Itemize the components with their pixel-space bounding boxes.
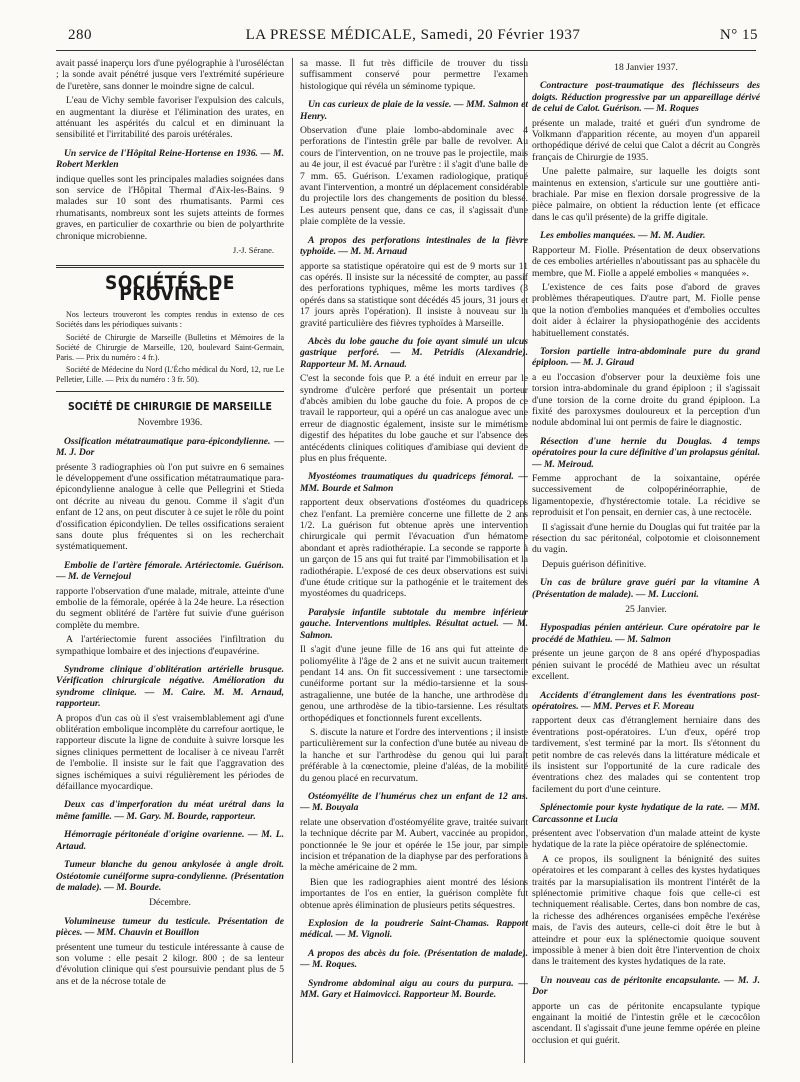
author-signature: J.-J. Sérane. (232, 245, 274, 256)
paragraph: indique quelles sont les principales maladies soignées dans son service de l'Hôpital Thermal d'Aix-les-Bains. 9 malades sur 10 sont des rhumatisants. Parmi ces rhumatisants, nombreux sont les sujets atteints de formes graves, en particulier de coxarthrie ou bien de polyarthrite chronique microbienne. (56, 173, 284, 242)
session-date: 25 Janvier. (625, 604, 667, 616)
notice: Nos lecteurs trouveront les comptes rendus in extenso de ces Sociétés dans les périodiques suivants : (56, 310, 284, 330)
paragraph: Bien que les radiographies aient montré des lésions importantes de l'os en entier, la guérison complète fut obtenue après élimination de plusieurs petits séquestres. (300, 876, 528, 911)
paragraph: relate une observation d'ostéomyélite grave, traitée suivant la technique décrite par M. Aubert, vaccinée au propidon, ponctionnée le 9e jour et opérée le 15e jour, par simple incision et trépanation de la diaphyse par des perforations à la mèche américaine de 2 mm. (300, 816, 528, 874)
article-heading: Accidents d'étranglement dans les éventrations post-opératoires. — MM. Perves et F. Moreau (532, 689, 760, 712)
article-heading: Résection d'une hernie du Douglas. 4 temps opératoires pour la cure définitive d'un prolapsus génital. — M. Meiroud. (532, 435, 760, 470)
issue-number: N° 15 (719, 27, 758, 43)
paragraph: L'existence de ces faits pose d'abord de graves problèmes thérapeutiques. D'autre part, M. Fiolle pense que la notion d'embolies manquées et d'embolies occultes doit aider à éclairer la physiopathogénie des accidents habituellement constatés. (532, 281, 760, 339)
paragraph: Depuis guérison définitive. (542, 558, 647, 570)
article-heading: Hypospadias pénien antérieur. Cure opératoire par le procédé de Mathieu. — M. Salmon (532, 622, 760, 645)
paragraph: rapporte l'observation d'une malade, mitrale, atteinte d'une embolie de la fémorale, opérée à la 24e heure. La résection du segment oblitéré de l'artère fut suivie d'une guérison complète du membre. (56, 585, 284, 631)
column-rule (292, 58, 293, 1063)
article-heading: Ostéomyélite de l'humérus chez un enfant de 12 ans. — M. Bouyala (300, 790, 528, 814)
article-heading: Volumineuse tumeur du testicule. Présentation de pièces. — MM. Chauvin et Bouillon (56, 915, 284, 939)
paragraph: Il s'agissait d'une hernie du Douglas qui fut traitée par la résection du sac péritonéal, colpotomie et cloisonnement du vagin. (532, 521, 760, 556)
paragraph: Il s'agit d'une jeune fille de 16 ans qui fut atteinte de poliomyélite à l'âge de 2 ans et ne suivit aucun traitement pendant 14 ans. On fit successivement : une tarsectomie cunéiforme portant sur la médio-tarsienne et la sous-astragalienne, une butée de la hanche, une arthrodèse du genou, une arthrodèse de la tibio-tarsienne. Les résultats orthopédiques et fonctionnels furent excellents. (300, 644, 528, 724)
article-heading: Paralysie infantile subtotale du membre inférieur gauche. Interventions multiples. Résultat actuel. — M. Salmon. (300, 606, 528, 641)
column-1 (56, 58, 284, 1078)
section-title: SOCIÉTÉS DE PROVINCE (105, 271, 235, 305)
article-heading: Torsion partielle intra-abdominale pure du grand épiploon. — M. J. Giraud (532, 345, 760, 369)
page-number: 280 (68, 27, 92, 43)
article-heading: Contracture post-traumatique des fléchisseurs des doigts. Réduction progressive par un appareillage dérivé de celui de Calot. Guérison. — M. Roques (532, 80, 760, 115)
paragraph: rapportent deux cas d'étranglement herniaire dans des éventrations post-opératoires. L'un d'eux, opéré trop tardivement, s'est terminé par la mort. Ils s'étonnent du petit nombre de cas relevés dans la littérature médicale et ils insistent sur l'opportunité de la cure radicale des éventrations chez des malades qui se contentent trop facilement du port d'une ceinture. (532, 715, 760, 795)
paragraph: sa masse. Il fut très difficile de trouver du tissu suffisamment conservé pour permettre l'examen histologique qui révéla un séminome typique. (300, 58, 528, 92)
article-heading: Les embolies manquées. — M. M. Audier. (540, 230, 706, 242)
article-heading: Un service de l'Hôpital Reine-Hortense en 1936. — M. Robert Merklen (56, 147, 284, 171)
article-heading: Splénectomie pour kyste hydatique de la rate. — MM. Carcassonne et Lucia (532, 802, 760, 825)
paragraph: apporte sa statistique opératoire qui est de 9 morts sur 11 cas opérés. Il insiste sur la nécessité de compter, au passif des perforations typhiques, même les morts tardives (3 opérés dans sa statistique sont décédés 45 jours, 31 jours et 17 jours après l'opération). Il insiste à nouveau sur la gravité particulière des fièvres typhoïdes à Marseille. (300, 260, 528, 329)
page-header (68, 24, 758, 48)
divider (56, 391, 284, 392)
article-heading: Myostéomes traumatiques du quadriceps fémoral. — MM. Bourde et Salmon (300, 471, 528, 494)
article-heading: Embolie de l'artère fémorale. Artériectomie. Guérison. — M. de Vernejoul (56, 559, 284, 583)
paragraph: L'eau de Vichy semble favoriser l'expulsion des calculs, en augmentant la diurèse et l'élimination des urates, en atténuant les aspérités du calcul et en diminuant la sensibilité et l'irritabilité des parois urétérales. (56, 95, 284, 141)
paragraph: présentent une tumeur du testicule intéressante à cause de son volume : elle pesait 2 kilogr. 800 ; de sa lenteur d'évolution clinique qui s'est poursuivie pendant plus de 5 ans et de la nécrose totale de (56, 941, 284, 987)
paragraph: Observation d'une plaie lombo-abdominale avec 4 perforations de l'intestin grêle par balle de revolver. Au cours de l'intervention, on ne trouve pas le projectile, mais au 4e jour, il est évacué par l'urètre : il s'agit d'une balle de 7 mm. 65. Guérison. L'examen radiologique, pratiqué avant l'intervention, a montré un déplacement considérable du projectile lors des changements de position du blessé. Les auteurs pensent que, dans ce cas, il s'agissait d'une plaie complète de la vessie. (300, 125, 528, 228)
paragraph: présente un jeune garçon de 8 ans opéré d'hypospadias pénien suivant le procédé de Mathieu avec un résultat excellent. (532, 648, 760, 683)
section-rule (56, 265, 284, 268)
paragraph: A ce propos, ils soulignent la bénignité des suites opératoires et les comparant à celles des kystes hydatiques traités par la marsupialisation ils montrent l'intérêt de la splénectomie primitive chaque fois que celle-ci est techniquement réalisable. Certes, dans bon nombre de cas, la richesse des adhérences organisées empêche l'exérèse mais, de l'avis des auteurs, celle-ci doit être le but à atteindre et pour eux la splénectomie quoique souvent impossible à mener à bien doit être l'intervention de choix dans le traitement des kystes hydatiques de la rate. (532, 853, 760, 968)
paragraph: apporte un cas de péritonite encapsulante typique engainant la moitié de l'intestin grêle et le cæcocôlon ascendant. Il s'agissait d'une jeune femme opérée en pleine occlusion et qui guérit. (532, 1000, 760, 1046)
notice: Société de Chirurgie de Marseille (Bulletins et Mémoires de la Société de Chirurgie de Marseille, 120, boulevard Saint-Germain, Paris. — Prix du numéro : 4 fr.). (56, 332, 284, 362)
article-heading: Ossification métatraumatique para-épicondylienne. — M. J. Dor (56, 435, 284, 459)
article-heading: Hémorragie péritonéale d'origine ovarienne. — M. L. Artaud. (56, 829, 284, 852)
article-heading: Explosion de la poudrerie Saint-Chamas. Rapport médical. — M. Vignoli. (300, 918, 528, 941)
journal-title: LA PRESSE MÉDICALE, Samedi, 20 Février 1937 (245, 27, 581, 43)
paragraph: présente 3 radiographies où l'on put suivre en 6 semaines le développement d'une ossification métatraumatique para-épicondylienne analogue à celle que Pellegrini et Stieda ont décrite au niveau du genou. Comme il s'agit d'un enfant de 12 ans, on peut discuter à ce sujet le rôle du point d'ossification épicondylien. De telles ossifications seraient sans doute plus fréquentes si on les recherchait systématiquement. (56, 461, 284, 553)
paragraph: Rapporteur M. Fiolle. Présentation de deux observations de ces embolies artérielles n'aboutissant pas au sphacèle du membre, que M. Fiolle a appelé embolies « manquées ». (532, 244, 760, 279)
paragraph: C'est la seconde fois que P. a été induit en erreur par le syndrome d'ulcère perforé que présentait un porteur d'abcès amibien du lobe gauche du foie. A propos de ce travail le rapporteur, qui a opéré un cas analogue avec une erreur de diagnostic également, insiste sur le mimétisme digestif des hépatites du lobe gauche et sur l'absence des antécédents cliniques colitiques d'amibiase qui devient de plus en plus fréquente. (300, 373, 528, 464)
paragraph: présente un malade, traité et guéri d'un syndrome de Volkmann d'apparition récente, au moyen d'un appareil orthopédique dérivé de celui que Calot a décrit au Congrès français de Chirurgie de 1935. (532, 117, 760, 163)
paragraph: S. discute la nature et l'ordre des interventions ; il insiste particulièrement sur la confection d'une butée au niveau de la hanche et sur l'arthrodèse du genou qui lui paraît préférable à la cœnectomie, pleine d'aléas, de la mobilité du genou placé en recurvatum. (300, 726, 528, 784)
paragraph: Femme approchant de la soixantaine, opérée successivement de colpopérinéorraphie, de ligamentopexie, d'hystérectomie totale. La récidive se reproduisit et l'on pensait, en dernier cas, à une rectocèle. (532, 473, 760, 519)
article-heading: Un cas curieux de plaie de la vessie. — MM. Salmon et Henry. (300, 99, 528, 122)
article-heading: Deux cas d'imperforation du méat urétral dans la même famille. — M. Gary. M. Bourde, rapporteur. (56, 799, 284, 822)
paragraph: A l'artériectomie furent associées l'infiltration du sympathique lombaire et des injections d'eupavérine. (56, 634, 284, 657)
session-date: Décembre. (149, 897, 191, 909)
article-heading: A propos des perforations intestinales de la fièvre typhoïde. — M. M. Arnaud (300, 234, 528, 258)
paragraph: rapportent deux observations d'ostéomes du quadriceps chez l'enfant. La première concerne une fillette de 2 ans 1/2. La guérison fut obtenue après une intervention chirurgicale qui permit l'évacuation d'un hématome abondant et après radiothérapie. La seconde se rapporte à un garçon de 15 ans qui fut traité par l'immobilisation et la radiothérapie. L'exposé de ces deux observations est suivi d'une étude critique sur la pathogénie et le traitement des myostéomes du quadriceps. (300, 497, 528, 600)
society-title: SOCIÉTÉ DE CHIRURGIE DE MARSEILLE (67, 400, 272, 413)
column-2 (300, 58, 528, 1078)
header-rule (56, 50, 756, 51)
article-heading: Syndrome abdominal aigu au cours du purpura. — MM. Gary et Haimovicci. Rapporteur M. Bourde. (300, 977, 528, 1001)
session-date: 18 Janvier 1937. (614, 62, 678, 73)
article-heading: Un cas de brûlure grave guéri par la vitamine A (Présentation de malade). — M. Luccioni. (532, 577, 760, 600)
paragraph: présentent avec l'observation d'un malade atteint de kyste hydatique de la rate la pièce opératoire de splénectomie. (532, 827, 760, 851)
session-date: Novembre 1936. (137, 417, 203, 429)
paragraph: avait passé inaperçu lors d'une pyélographie à l'uroséléctan ; la sonde avait pénétré jusque vers l'extrémité supérieure de l'uretère, sans donner le moindre signe de calcul. (56, 58, 284, 92)
article-heading: Un nouveau cas de péritonite encapsulante. — M. J. Dor (532, 974, 760, 998)
column-3 (532, 58, 760, 1078)
article-heading: Syndrome clinique d'oblitération artérielle brusque. Vérification chirurgicale négative. Amélioration du syndrome clinique. — M. Caire. M. M. Arnaud, rapporteur. (56, 664, 284, 710)
article-heading: A propos des abcès du foie. (Présentation de malade). — M. Roques. (300, 947, 528, 971)
paragraph: A propos d'un cas où il s'est vraisemblablement agi d'une oblitération embolique incomplète du carrefour aortique, le rapporteur discute la ligne de conduite à suivre lorsque les signes cliniques permettent de localiser à ce niveau l'arrêt de l'embolie. Il insiste sur le fait que l'aggravation des signes ischémiques a suivi régulièrement les périodes de défaillance myocardique. (56, 712, 284, 793)
paragraph: a eu l'occasion d'observer pour la deuxième fois une torsion intra-abdominale du grand épiploon ; il s'agissait d'une torsion de la corne droite du grand épiploon. La fixité des paroxysmes douloureux et la perception d'un nodule abdominal lui ont permis de faire le diagnostic. (532, 371, 760, 429)
notice: Société de Médecine du Nord (L'Écho médical du Nord, 12, rue Le Pelletier, Lille. — Prix du numéro : 3 fr. 50). (56, 365, 284, 385)
article-heading: Abcès du lobe gauche du foie ayant simulé un ulcus gastrique perforé. — M. Petridis (Alexandrie). Rapporteur M. M. Arnaud. (300, 335, 528, 370)
article-heading: Tumeur blanche du genou ankylosée à angle droit. Ostéotomie cunéiforme supra-condylienne. (Présentation de malade). — M. Bourde. (56, 859, 284, 893)
paragraph: Une palette palmaire, sur laquelle les doigts sont maintenus en extension, s'articule sur une gouttière anti-brachiale. Par mise en flexion dorsale progressive de la pièce palmaire, on obtient la réduction lente (et efficace dans le cas qu'il présente) de la griffe digitale. (532, 166, 760, 223)
